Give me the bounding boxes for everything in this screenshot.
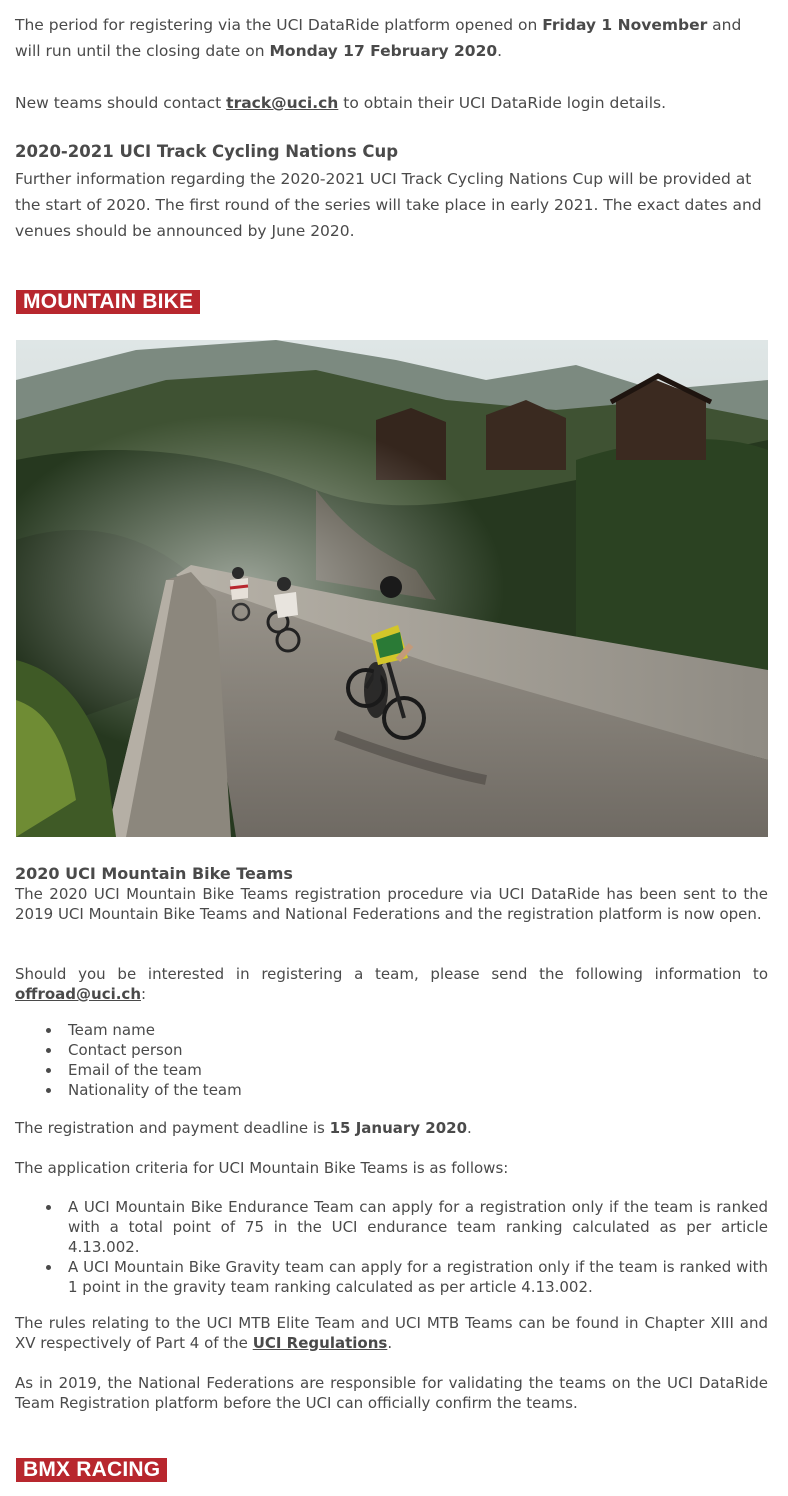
text: . xyxy=(387,1334,393,1352)
track-registration-paragraph xyxy=(15,12,768,64)
mtb-intro-paragraph: The 2020 UCI Mountain Bike Teams registration procedure via UCI DataRide has been sent to the 2019 UCI Mountain Bike Teams and National Federations and the registration platform is now open. xyxy=(15,885,768,923)
text: and will run until the closing date on xyxy=(15,16,742,60)
deadline-paragraph xyxy=(15,1118,768,1138)
validation-paragraph: As in 2019, the National Federations are responsible for validating the teams on the UCI DataRide Team Registration platform before the UCI can officially confirm the teams. xyxy=(15,1374,768,1412)
list-item: A UCI Mountain Bike Gravity team can apply for a registration only if the team is ranked with 1 point in the gravity team ranking calculated as per article 4.13.002. xyxy=(68,1258,768,1296)
track-email-link[interactable]: track@uci.ch xyxy=(226,94,339,112)
text: The registration and payment deadline is xyxy=(15,1119,330,1137)
list-item: Email of the team xyxy=(68,1060,242,1080)
photo-illustration xyxy=(16,340,768,837)
open-date: Friday 1 November xyxy=(542,16,708,34)
list-item: A UCI Mountain Bike Endurance Team can apply for a registration only if the team is ranked with a total point of 75 in the UCI endurance team ranking calculated as per article 4.13.002. xyxy=(68,1198,768,1256)
list-item: Contact person xyxy=(68,1040,242,1060)
mtb-teams-heading: 2020 UCI Mountain Bike Teams xyxy=(15,864,293,883)
criteria-list xyxy=(15,1197,768,1297)
text: . xyxy=(467,1119,472,1137)
list-item: Team name xyxy=(68,1020,242,1040)
text: The period for registering via the UCI DataRide platform opened on xyxy=(15,16,543,34)
list-item: Nationality of the team xyxy=(68,1081,242,1099)
text: The rules relating to the UCI MTB Elite Team and UCI MTB Teams can be found in Chapter XIII and XV respectively of Part 4 of the xyxy=(15,1314,768,1352)
mtb-interest-paragraph xyxy=(15,964,768,1004)
info-list xyxy=(15,1020,242,1100)
text: : xyxy=(141,985,147,1003)
track-contact-paragraph xyxy=(15,90,768,116)
uci-regulations-link[interactable]: UCI Regulations xyxy=(252,1334,388,1352)
criteria-intro: The application criteria for UCI Mountain Bike Teams is as follows: xyxy=(15,1159,509,1177)
text: Should you be interested in registering a team, please send the following information to xyxy=(15,965,768,983)
text: to obtain their UCI DataRide login details. xyxy=(338,94,667,112)
nations-cup-heading: 2020-2021 UCI Track Cycling Nations Cup xyxy=(15,142,399,161)
mountain-bike-section-label: MOUNTAIN BIKE xyxy=(16,290,200,314)
close-date: Monday 17 February 2020 xyxy=(269,42,498,60)
nations-cup-paragraph: Further information regarding the 2020-2021 UCI Track Cycling Nations Cup will be provided at the start of 2020. The first round of the series will take place in early 2021. The exact dates and venues should be announced by June 2020. xyxy=(15,170,762,240)
deadline-date: 15 January 2020 xyxy=(329,1119,468,1137)
bmx-racing-section-label: BMX RACING xyxy=(16,1458,167,1482)
mountain-bike-photo xyxy=(16,340,768,837)
rules-paragraph xyxy=(15,1313,768,1353)
text: New teams should contact xyxy=(15,94,227,112)
text: . xyxy=(497,42,503,60)
offroad-email-link[interactable]: offroad@uci.ch xyxy=(15,985,141,1003)
